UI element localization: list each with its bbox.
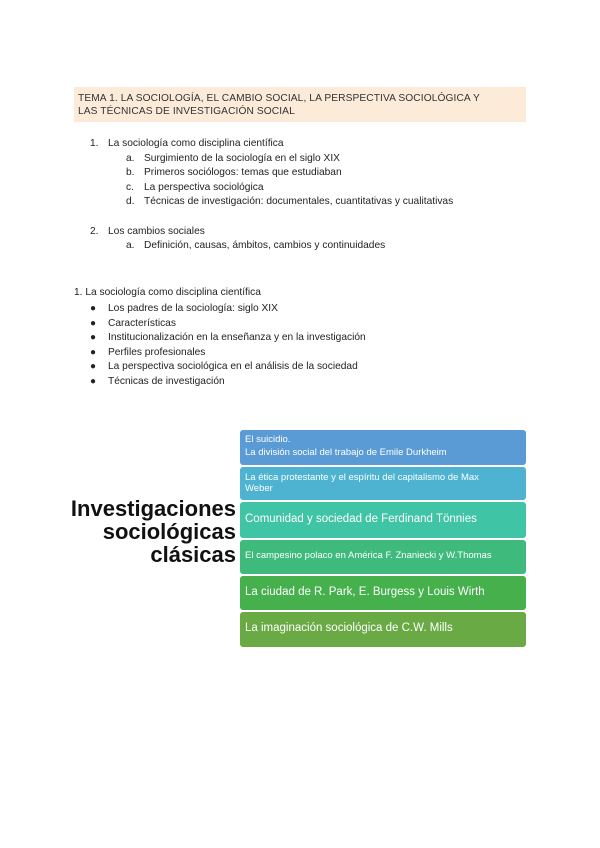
diagram-box [240,502,526,538]
box-line-1: El suicidio. [245,434,291,445]
subitem-letter: b. [126,167,135,178]
bullet-text: Los padres de la sociología: siglo XIX [108,303,278,314]
outline-number: 1. [90,138,99,149]
outline-label: La sociología como disciplina científica [108,138,284,149]
subitem-text: Surgimiento de la sociología en el siglo XIX [144,153,340,164]
bullet-dot-icon: ● [90,376,97,387]
subitem-text: Definición, causas, ámbitos, cambios y continuidades [144,240,386,251]
outline-item-2 [90,225,205,240]
outline-label: Los cambios sociales [108,226,205,237]
subitem-text: La perspectiva sociológica [144,182,264,193]
bullet-item [90,346,205,361]
topic-title-line-2: LAS TÉCNICAS DE INVESTIGACIÓN SOCIAL [78,106,295,117]
subitem-text: Técnicas de investigación: documentales, cuantitativas y cualitativas [144,196,454,207]
subitem-letter: a. [126,153,135,164]
diagram-title [60,497,236,566]
bullet-text: Institucionalización en la enseñanza y en la investigación [108,332,366,343]
bullet-item [90,317,176,332]
bullet-dot-icon: ● [90,332,97,343]
section-heading: 1. La sociología como disciplina científica [74,287,261,298]
subitem-text: Primeros sociólogos: temas que estudiaban [144,167,342,178]
outline-subitem [126,181,264,196]
box-line-1: La imaginación sociológica de C.W. Mills [245,622,453,634]
bullet-dot-icon: ● [90,318,97,329]
bullet-item [90,375,225,390]
diagram-box [240,467,526,500]
bullet-dot-icon: ● [90,347,97,358]
diagram-title-line-2: sociológicas [102,519,236,544]
bullet-dot-icon: ● [90,303,97,314]
bullet-item [90,360,358,375]
outline-number: 2. [90,226,99,237]
subitem-letter: a. [126,240,135,251]
diagram-title-line-3: clásicas [150,542,236,567]
diagram-title-line-1: Investigaciones [70,496,236,521]
outline-subitem [126,166,342,181]
bullet-text: Técnicas de investigación [108,376,225,387]
diagram-box [240,540,526,574]
bullet-text: La perspectiva sociológica en el análisis de la sociedad [108,361,358,372]
diagram-box [240,576,526,610]
bullet-text: Características [108,318,176,329]
bullet-text: Perfiles profesionales [108,347,206,358]
diagram-box [240,430,526,465]
outline-subitem [126,239,385,254]
box-line-2: La división social del trabajo de Emile Durkheim [245,447,447,458]
box-line-1: La ciudad de R. Park, E. Burgess y Louis Wirth [245,586,485,598]
subitem-letter: c. [126,182,134,193]
box-line-1: Comunidad y sociedad de Ferdinand Tönnies [245,513,477,525]
outline-subitem [126,195,453,210]
outline-subitem [126,152,340,167]
topic-title-line-1: TEMA 1. LA SOCIOLOGÍA, EL CAMBIO SOCIAL, LA PERSPECTIVA SOCIOLÓGICA Y [78,93,480,104]
box-line-1: La ética protestante y el espíritu del capitalismo de Max [245,472,479,483]
subitem-letter: d. [126,196,135,207]
box-line-1: El campesino polaco en América F. Znaniecki y W.Thomas [245,550,492,561]
bullet-item [90,331,366,346]
diagram-box [240,612,526,647]
topic-title-box [74,87,526,122]
box-line-2: Weber [245,483,273,494]
bullet-dot-icon: ● [90,361,97,372]
bullet-item [90,302,278,317]
outline-item-1 [90,137,284,152]
